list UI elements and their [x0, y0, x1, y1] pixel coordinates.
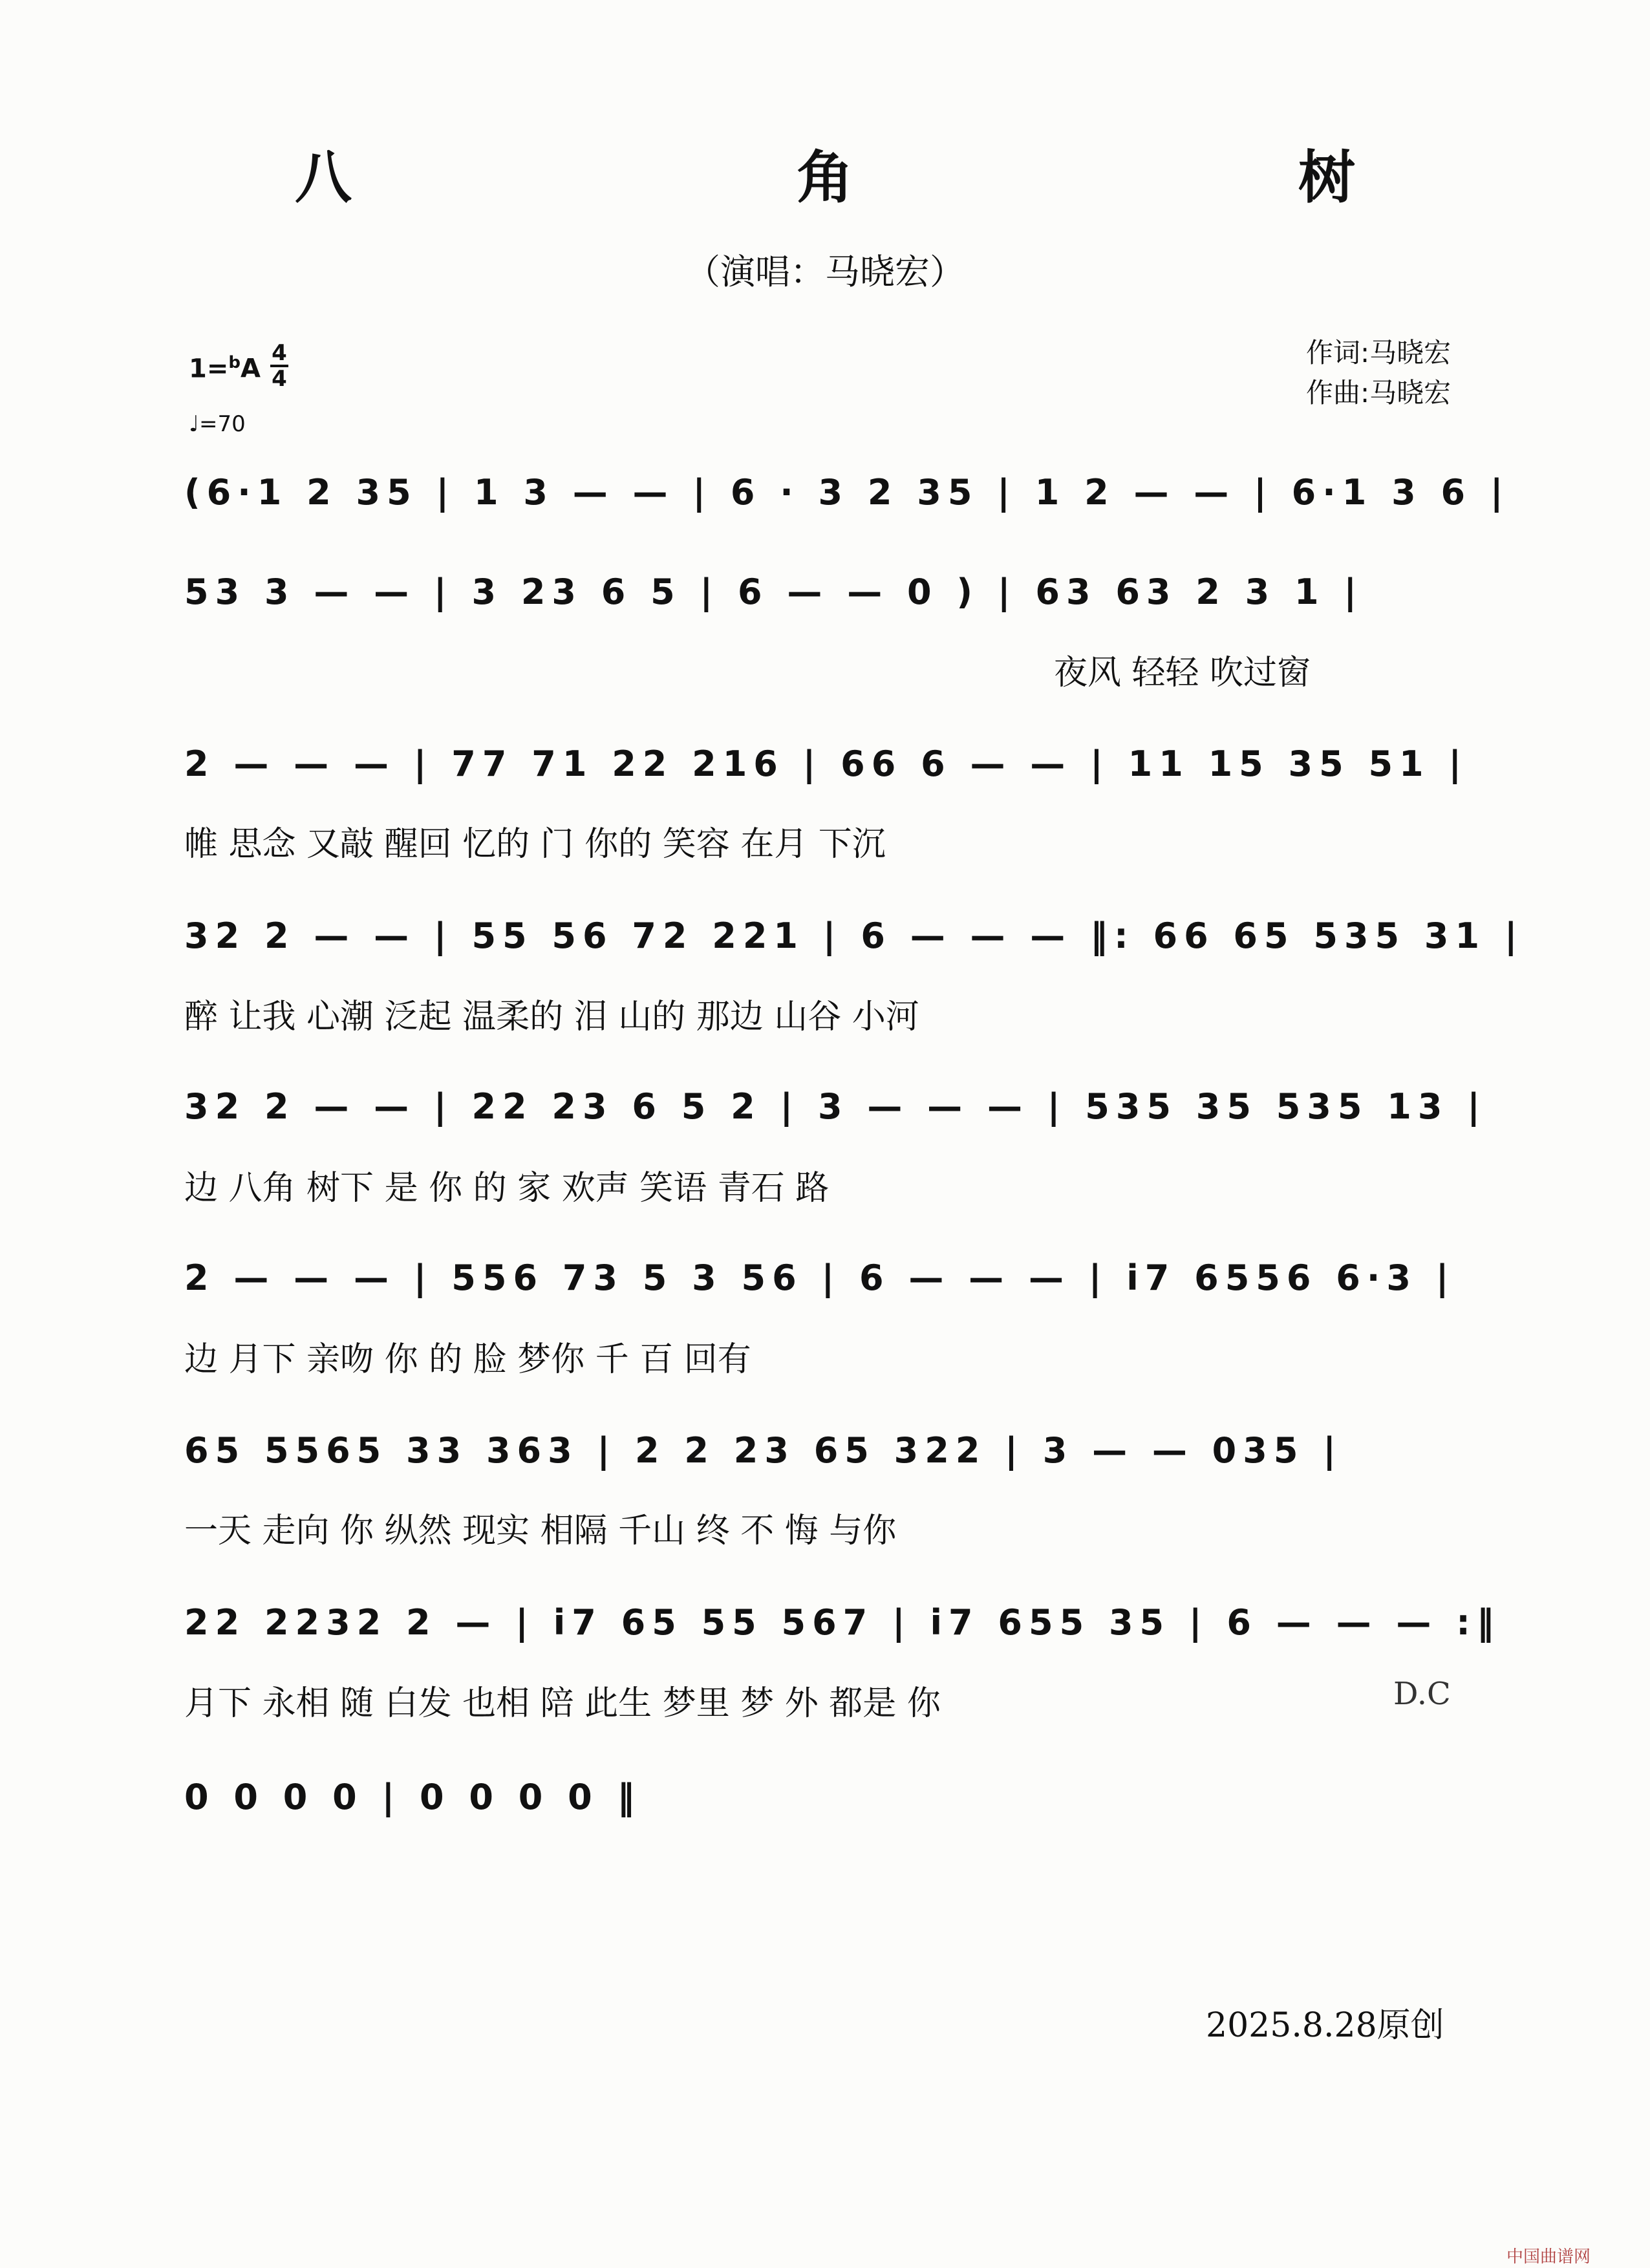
tempo-marking: ♩=70 — [189, 411, 246, 437]
watermark-logo: 中国曲谱网 — [1506, 2247, 1591, 2267]
song-title: 八 角 树 — [294, 144, 1549, 211]
score-line-2: 53 3 — — | 3 23 6 5 | 6 — — 0 ) | 63 63 2 3 1 | — [184, 572, 1364, 612]
score-line-7: 65 5565 33 363 | 2 2 23 65 322 | 3 — — 035 | — [184, 1430, 1342, 1471]
composition-date: 2025.8.28原创 — [1206, 2006, 1444, 2045]
lyric-line-5: 边 八角 树下 是 你 的 家 欢声 笑语 青石 路 — [184, 1169, 830, 1208]
key-note: A — [240, 354, 261, 384]
lyric-line-8: 月下 永相 随 白发 也相 陪 此生 梦里 梦 外 都是 你 — [184, 1684, 941, 1723]
score-line-5: 32 2 — — | 22 23 6 5 2 | 3 — — — | 535 35 535 13 | — [184, 1086, 1486, 1127]
lyric-line-2: 夜风 轻轻 吹过窗 — [1054, 654, 1311, 692]
lyric-line-4: 醉 让我 心潮 泛起 温柔的 泪 山的 那边 山谷 小河 — [184, 998, 919, 1036]
score-line-4: 32 2 — — | 55 56 72 221 | 6 — — — ‖: 66 65 535 31 | — [184, 915, 1524, 956]
score-line-9: 0 0 0 0 | 0 0 0 0 ‖ — [184, 1777, 641, 1817]
lyric-line-7: 一天 走向 你 纵然 现实 相隔 千山 终 不 悔 与你 — [184, 1512, 897, 1550]
meter-bottom: 4 — [272, 366, 287, 392]
score-line-1: (6·1 2 35 | 1 3 — — | 6 · 3 2 35 | 1 2 — — | 6·1 3 6 | — [184, 472, 1510, 513]
lyric-line-3: 帷 思念 又敲 醒回 忆的 门 你的 笑容 在月 下沉 — [184, 825, 886, 864]
composer-credit: 作曲:马晓宏 — [1306, 377, 1452, 409]
flat-sign: b — [228, 353, 241, 372]
time-signature — [270, 341, 288, 390]
key-label: 1= — [189, 354, 229, 384]
credits — [1306, 333, 1451, 413]
score-line-8: 22 2232 2 — | i7 65 55 567 | i7 655 35 | 6 — — — :‖ — [184, 1602, 1501, 1643]
score-line-6: 2 — — — | 556 73 5 3 56 | 6 — — — | i7 6556 6·3 | — [184, 1257, 1455, 1298]
key-signature — [189, 353, 261, 383]
score-line-3: 2 — — — | 77 71 22 216 | 66 6 — — | 11 15 35 51 | — [184, 744, 1468, 784]
lyric-line-6: 边 月下 亲吻 你 的 脸 梦你 千 百 回有 — [184, 1340, 751, 1379]
lyricist-credit: 作词:马晓宏 — [1306, 337, 1452, 369]
da-capo-marking: D.C — [1393, 1676, 1451, 1712]
meter-top: 4 — [272, 340, 287, 366]
singer-credit: （演唱：马晓宏） — [685, 251, 965, 292]
